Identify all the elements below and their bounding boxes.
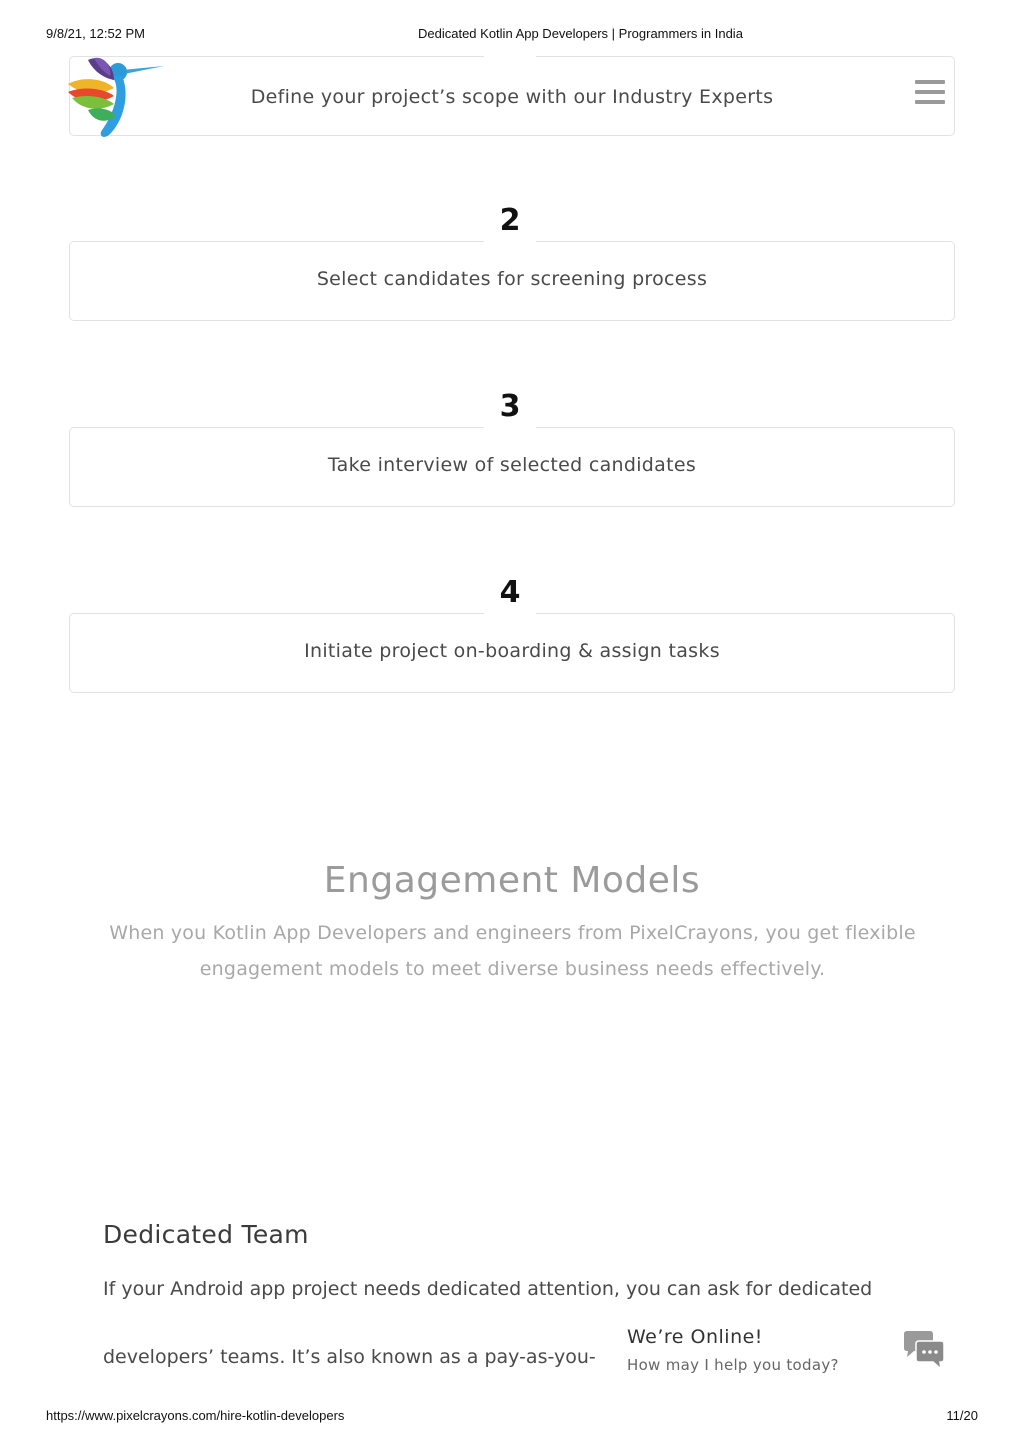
step-4-number: 4 — [484, 570, 536, 616]
hummingbird-logo-icon[interactable] — [64, 54, 168, 140]
step-4-text: Initiate project on-boarding & assign tasks — [304, 640, 720, 662]
chat-subtitle: How may I help you today? — [627, 1356, 839, 1374]
step-2-number: 2 — [484, 198, 536, 244]
step-2-text: Select candidates for screening process — [316, 268, 708, 290]
step-card-1 — [69, 56, 955, 136]
live-chat-widget[interactable] — [604, 1318, 984, 1390]
chat-bubbles-icon[interactable] — [902, 1330, 946, 1372]
print-url: https://www.pixelcrayons.com/hire-kotlin-developers — [46, 1408, 345, 1423]
print-page-number: 11/20 — [946, 1408, 978, 1423]
print-datetime: 9/8/21, 12:52 PM — [46, 26, 146, 41]
engagement-models-description: When you Kotlin App Developers and engineers from PixelCrayons, you get flexible engagement models to meet diverse business needs effectively. — [109, 922, 916, 980]
step-card-3 — [69, 427, 955, 507]
step-3-number: 3 — [484, 384, 536, 430]
step-card-4 — [69, 613, 955, 693]
dedicated-team-heading: Dedicated Team — [103, 1220, 309, 1249]
print-footer — [0, 1408, 1024, 1426]
hamburger-menu-icon[interactable] — [915, 80, 945, 106]
step-1-text: Define your project’s scope with our Industry Experts — [250, 86, 774, 108]
step-card-2 — [69, 241, 955, 321]
step-1-number-gap — [484, 53, 536, 59]
chat-title: We’re Online! — [627, 1326, 763, 1348]
engagement-models-title: Engagement Models — [323, 860, 701, 901]
dedicated-team-line-2: developers’ teams. It’s also known as a pay-as-you- — [103, 1346, 596, 1368]
step-3-text: Take interview of selected candidates — [327, 454, 697, 476]
dedicated-team-line-1: If your Android app project needs dedicated attention, you can ask for dedicated — [103, 1278, 873, 1300]
overlay-mask — [100, 1306, 204, 1342]
print-header — [0, 26, 1024, 44]
print-page-title: Dedicated Kotlin App Developers | Programmers in India — [418, 26, 743, 41]
